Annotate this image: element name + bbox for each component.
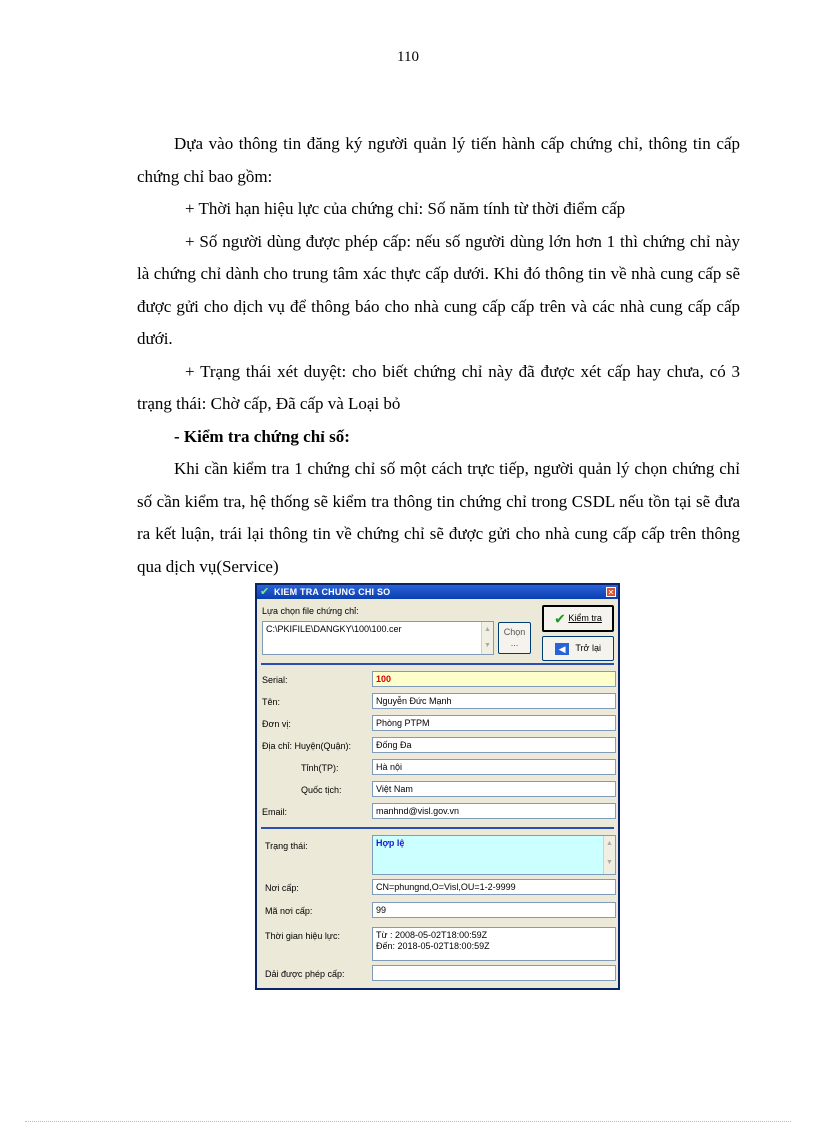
scroll-up-icon[interactable]: ▲ [606, 840, 613, 847]
range-label: Dải được phép cấp: [265, 969, 345, 979]
choose-file-button[interactable] [498, 622, 531, 654]
country-label: Quốc tịch: [301, 785, 342, 795]
status-field[interactable] [372, 835, 616, 875]
choose-button-sub: ... [510, 638, 519, 648]
unit-field[interactable]: Phòng PTPM [372, 715, 616, 731]
validity-field[interactable] [372, 927, 616, 961]
scroll-down-icon[interactable]: ▼ [606, 859, 613, 866]
name-field[interactable]: Nguyễn Đức Mạnh [372, 693, 616, 709]
district-field[interactable]: Đống Đa [372, 737, 616, 753]
check-button-label: Kiểm tra [568, 613, 602, 623]
separator [261, 827, 614, 829]
close-icon[interactable]: ✕ [607, 588, 615, 597]
country-field[interactable]: Việt Nam [372, 781, 616, 797]
dialog-title: KIEM TRA CHUNG CHI SO [274, 587, 391, 597]
paragraph-intro: Dựa vào thông tin đăng ký người quản lý tiến hành cấp chứng chỉ, thông tin cấp chứng chỉ bao gồm: [137, 134, 740, 186]
province-field[interactable]: Hà nội [372, 759, 616, 775]
footer-rule [25, 1121, 791, 1122]
scroll-up-icon[interactable]: ▲ [484, 626, 491, 633]
section-heading: - Kiểm tra chứng chỉ số: [174, 426, 350, 446]
status-value: Hợp lệ [376, 838, 405, 848]
valid-from: Từ : 2008-05-02T18:00:59Z [376, 930, 488, 940]
scroll-down-icon[interactable]: ▼ [484, 642, 491, 649]
range-field[interactable] [372, 965, 616, 981]
serial-label: Serial: [262, 675, 288, 685]
issuer-code-field[interactable]: 99 [372, 902, 616, 918]
province-label: Tỉnh(TP): [301, 763, 339, 773]
paragraph-check: Khi cần kiểm tra 1 chứng chỉ số một cách trực tiếp, người quản lý chọn chứng chỉ số cần kiểm tra, hệ thống sẽ kiểm tra thông tin chứng chỉ trong CSDL nếu tồn tại sẽ đưa ra kết luận, trái lại thông tin về chứng chỉ sẽ được gửi cho nhà cung cấp cấp trên thông qua dịch vụ(Service) [137, 459, 740, 576]
address-label: Địa chỉ: Huyện(Quận): [262, 741, 352, 751]
email-field[interactable]: manhnd@visl.gov.vn [372, 803, 616, 819]
serial-field[interactable]: 100 [372, 671, 616, 687]
page-number: 110 [397, 49, 419, 65]
name-label: Tên: [262, 697, 281, 707]
status-label: Trạng thái: [265, 841, 308, 851]
status-scrollbar[interactable] [603, 836, 615, 874]
issuer-code-label: Mã nơi cấp: [265, 906, 313, 916]
issuer-label: Nơi cấp: [265, 883, 299, 893]
validity-label: Thời gian hiệu lực: [265, 931, 340, 941]
choose-button-label: Chọn [503, 627, 526, 637]
check-button[interactable] [542, 605, 614, 632]
back-button-label: Trở lại [575, 643, 601, 653]
unit-label: Đơn vị: [262, 719, 291, 729]
back-button[interactable] [542, 636, 614, 661]
file-scrollbar[interactable] [481, 622, 493, 654]
separator [261, 663, 614, 665]
paragraph-status: + Trạng thái xét duyệt: cho biết chứng chỉ này đã được xét cấp hay chưa, có 3 trạng thái: Chờ cấp, Đã cấp và Loại bỏ [137, 361, 740, 413]
body-text [137, 128, 740, 583]
checkmark-icon: ✔ [554, 610, 566, 627]
paragraph-users: + Số người dùng được phép cấp: nếu số người dùng lớn hơn 1 thì chứng chỉ này là chứng chỉ dành cho trung tâm xác thực cấp dưới. Khi đó thông tin về nhà cung cấp sẽ được gửi cho dịch vụ để thông báo cho nhà cung cấp cấp trên và các nhà cung cấp cấp dưới. [137, 231, 740, 348]
paragraph-validity: + Thời hạn hiệu lực của chứng chỉ: Số năm tính từ thời điểm cấp [185, 199, 626, 218]
dialog-titlebar [257, 585, 618, 599]
file-label: Lựa chọn file chứng chỉ: [262, 606, 359, 616]
back-icon: ◀ [555, 643, 569, 655]
checkmark-icon: ✔ [260, 586, 270, 598]
valid-to: Đến: 2018-05-02T18:00:59Z [376, 941, 490, 951]
file-path-text: C:\PKIFILE\DANGKY\100\100.cer [266, 624, 402, 634]
email-label: Email: [262, 807, 288, 817]
file-path-field[interactable] [262, 621, 494, 655]
issuer-field[interactable]: CN=phungnd,O=Visl,OU=1-2-9999 [372, 879, 616, 895]
check-certificate-dialog [255, 583, 620, 990]
